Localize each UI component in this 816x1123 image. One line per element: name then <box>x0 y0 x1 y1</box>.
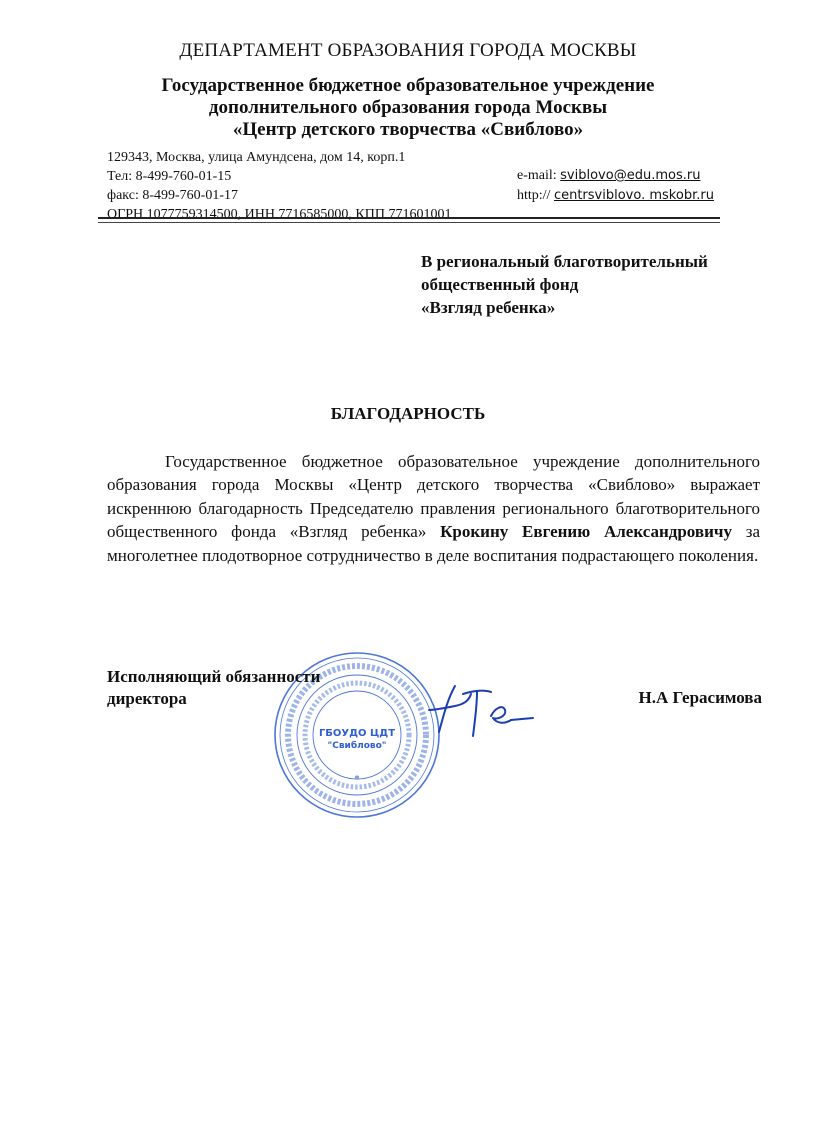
recipient-line2: общественный фонд <box>421 275 579 294</box>
signatory-position-line1: Исполняющий обязанности <box>107 667 321 686</box>
stamp-text-line2: "Свиблово" <box>327 741 387 751</box>
honoree-name: Крокину Евгению Александровичу <box>440 522 732 542</box>
address: 129343, Москва, улица Амундсена, дом 14, корп.1 <box>107 150 406 165</box>
registration-ids: ОГРН 1077759314500, ИНН 7716585000, КПП 771601001 <box>107 207 452 222</box>
recipient-line3: «Взгляд ребенка» <box>421 298 556 317</box>
body-part2: за многолетнее плодотворное сотрудничество в деле воспитания подрастающего поколения. <box>107 522 760 565</box>
organization-name-line3: «Центр детского творчества «Свиблово» <box>232 119 584 140</box>
recipient-line1: В региональный благотворительный <box>421 252 708 271</box>
document-title: БЛАГОДАРНОСТЬ <box>330 404 486 423</box>
email-link[interactable]: sviblovo@edu.mos.ru <box>560 168 701 183</box>
organization-name-line2: дополнительного образования города Москвы <box>208 97 608 118</box>
recipient-block <box>421 250 708 319</box>
signatory-position-line2: директора <box>107 689 187 708</box>
signatory-name: Н.А Герасимова <box>638 688 762 707</box>
header-divider <box>98 217 720 219</box>
phone: Тел: 8-499-760-01-15 <box>107 169 232 184</box>
letter-body <box>107 450 760 567</box>
handwritten-signature <box>425 680 535 740</box>
fax: факс: 8-499-760-01-17 <box>107 188 238 203</box>
signatory-position <box>107 666 320 710</box>
body-part1: Государственное бюджетное образовательное учреждение дополнительного образования города Москвы «Центр детского творчества «Свиблово» выражает искреннюю благодарность Председателю правления регионального благотворительного общественного фонда «Взгляд ребенка» <box>107 452 760 542</box>
organization-name-line1: Государственное бюджетное образовательное учреждение <box>161 75 655 96</box>
stamp-star-icon: * <box>354 774 360 785</box>
department-name: ДЕПАРТАМЕНТ ОБРАЗОВАНИЯ ГОРОДА МОСКВЫ <box>179 40 637 61</box>
stamp-text-line1: ГБОУДО ЦДТ <box>318 728 396 739</box>
website-link[interactable]: centrsviblovo. mskobr.ru <box>553 188 714 203</box>
header-divider-thin <box>98 222 720 223</box>
web-label: http:// <box>517 188 554 203</box>
email-label: e-mail: <box>517 168 561 183</box>
web-contacts <box>517 166 714 206</box>
contacts-block <box>107 148 452 224</box>
